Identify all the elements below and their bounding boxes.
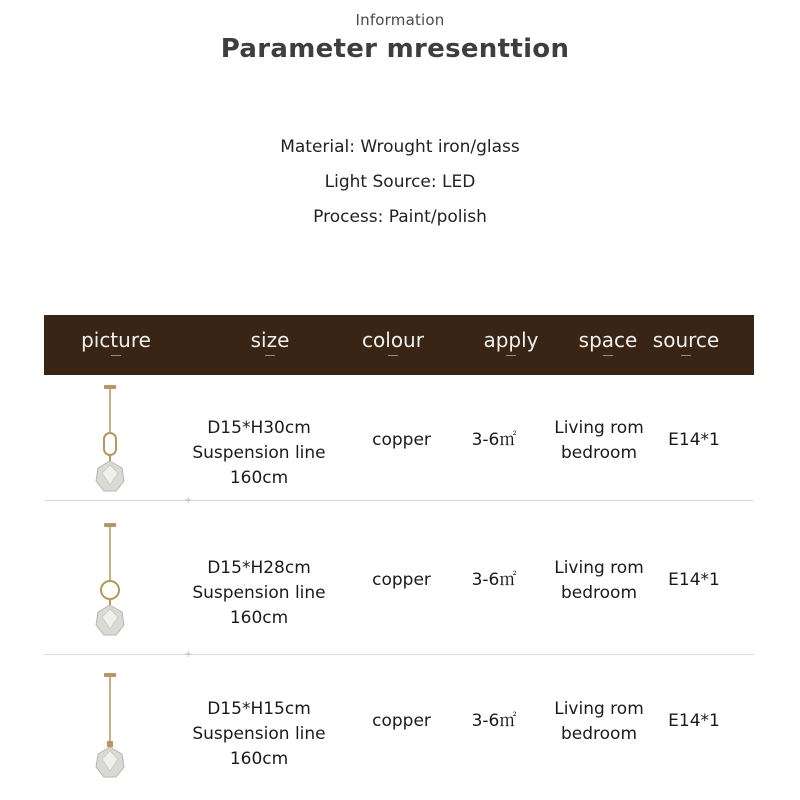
space-line-1: Living rom [554, 558, 644, 578]
column-header-size [230, 328, 310, 356]
header-underline [603, 355, 613, 356]
space-line-1: Living rom [554, 418, 644, 438]
column-header-space [563, 328, 653, 356]
pendant-lamp-icon [80, 673, 140, 783]
spec-process: Process: Paint/polish [313, 207, 487, 227]
size-dimensions: D15*H28cm [207, 558, 311, 578]
info-subtitle: Information [355, 11, 445, 29]
size-suspension: Suspension line 160cm [192, 724, 326, 769]
source-cell: E14*1 [668, 570, 720, 590]
apply-cell: 3-6㎡ [471, 430, 517, 450]
table-row [44, 515, 754, 660]
column-header-label: picture [81, 328, 151, 352]
space-line-2: bedroom [560, 443, 638, 463]
space-line-2: bedroom [560, 583, 638, 603]
pendant-lamp-with-round-ring-icon [80, 523, 140, 638]
column-header-picture [66, 328, 166, 356]
header-underline [111, 355, 121, 356]
plus-icon: + [184, 649, 193, 660]
row-divider [44, 500, 754, 501]
source-cell: E14*1 [668, 711, 720, 731]
colour-cell: copper [372, 711, 431, 731]
size-suspension: Suspension line 160cm [192, 443, 326, 488]
apply-cell: 3-6㎡ [471, 570, 517, 590]
size-cell [164, 697, 354, 772]
column-header-label: colour [362, 328, 424, 352]
column-header-label: apply [483, 328, 539, 352]
space-cell [549, 416, 649, 466]
table-row [44, 375, 754, 515]
header-underline [388, 355, 398, 356]
column-header-colour [348, 328, 438, 356]
header-underline [265, 355, 275, 356]
header-underline [506, 355, 516, 356]
column-header-label: size [250, 328, 290, 352]
space-cell [549, 697, 649, 747]
size-cell [164, 556, 354, 631]
column-header-apply [466, 328, 556, 356]
size-dimensions: D15*H15cm [207, 699, 311, 719]
space-line-1: Living rom [554, 699, 644, 719]
column-header-label: source [652, 328, 720, 352]
header-underline [681, 355, 691, 356]
column-header-source [646, 328, 726, 356]
space-cell [549, 556, 649, 606]
colour-cell: copper [372, 430, 431, 450]
table-row [44, 655, 754, 795]
source-cell: E14*1 [668, 430, 720, 450]
apply-cell: 3-6㎡ [471, 711, 517, 731]
pendant-lamp-with-ring-icon [80, 385, 140, 495]
plus-icon: + [184, 495, 193, 506]
page-title: Parameter mresenttion [220, 34, 570, 64]
spec-light-source: Light Source: LED [324, 172, 476, 192]
size-dimensions: D15*H30cm [207, 418, 311, 438]
colour-cell: copper [372, 570, 431, 590]
table-header [44, 315, 754, 375]
column-header-label: space [578, 328, 638, 352]
size-suspension: Suspension line 160cm [192, 583, 326, 628]
size-cell [164, 416, 354, 491]
spec-material: Material: Wrought iron/glass [280, 137, 520, 157]
space-line-2: bedroom [560, 724, 638, 744]
